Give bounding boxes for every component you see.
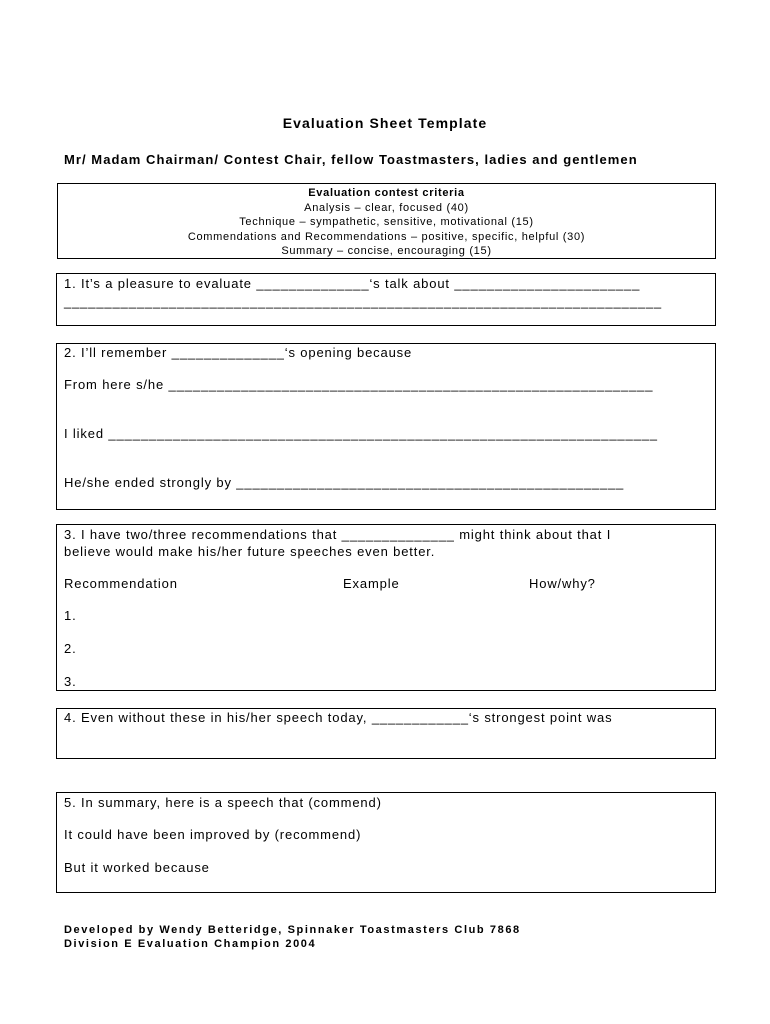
column-how-why: How/why? xyxy=(529,576,596,591)
section-2-liked: I liked ____________________________________________________________________ xyxy=(64,426,658,441)
criteria-summary: Summary – concise, encouraging (15) xyxy=(281,245,492,257)
section-2-from-here: From here s/he ____________________________________________________________ xyxy=(64,377,654,392)
section-5-improved: It could have been improved by (recommend) xyxy=(64,827,362,842)
criteria-analysis: Analysis – clear, focused (40) xyxy=(304,201,469,214)
section-5-worked: But it worked because xyxy=(64,860,210,875)
column-example: Example xyxy=(343,576,400,591)
criteria-box xyxy=(57,183,716,259)
recommendation-item-1: 1. xyxy=(64,608,77,623)
section-3-line-2: believe would make his/her future speeches even better. xyxy=(64,544,436,559)
column-recommendation: Recommendation xyxy=(64,576,178,591)
section-2-opening: 2. I’ll remember ______________‘s opening because xyxy=(64,345,413,360)
criteria-commendations: Commendations and Recommendations – positive, specific, helpful (30) xyxy=(187,230,586,243)
section-5-summary: 5. In summary, here is a speech that (commend) xyxy=(64,795,382,810)
section-1-line-2: __________________________________________________________________________ xyxy=(64,294,662,309)
recommendation-item-3: 3. xyxy=(64,674,77,689)
footer-credit: Developed by Wendy Betteridge, Spinnaker Toastmasters Club 7868 xyxy=(64,924,521,936)
criteria-technique: Technique – sympathetic, sensitive, motivational (15) xyxy=(239,216,534,228)
section-1-line-1: 1. It’s a pleasure to evaluate ______________‘s talk about _______________________ xyxy=(64,276,641,291)
criteria-heading: Evaluation contest criteria xyxy=(308,187,465,199)
recommendation-item-2: 2. xyxy=(64,641,77,656)
section-2-ended: He/she ended strongly by ________________________________________________ xyxy=(64,475,625,490)
footer-award: Division E Evaluation Champion 2004 xyxy=(64,938,317,950)
page-title: Evaluation Sheet Template xyxy=(282,115,488,131)
section-4-line-1: 4. Even without these in his/her speech today, ____________‘s strongest point was xyxy=(64,710,613,725)
salutation: Mr/ Madam Chairman/ Contest Chair, fellow Toastmasters, ladies and gentlemen xyxy=(64,152,638,167)
section-3-line-1: 3. I have two/three recommendations that ______________ might think about that I xyxy=(64,527,612,542)
